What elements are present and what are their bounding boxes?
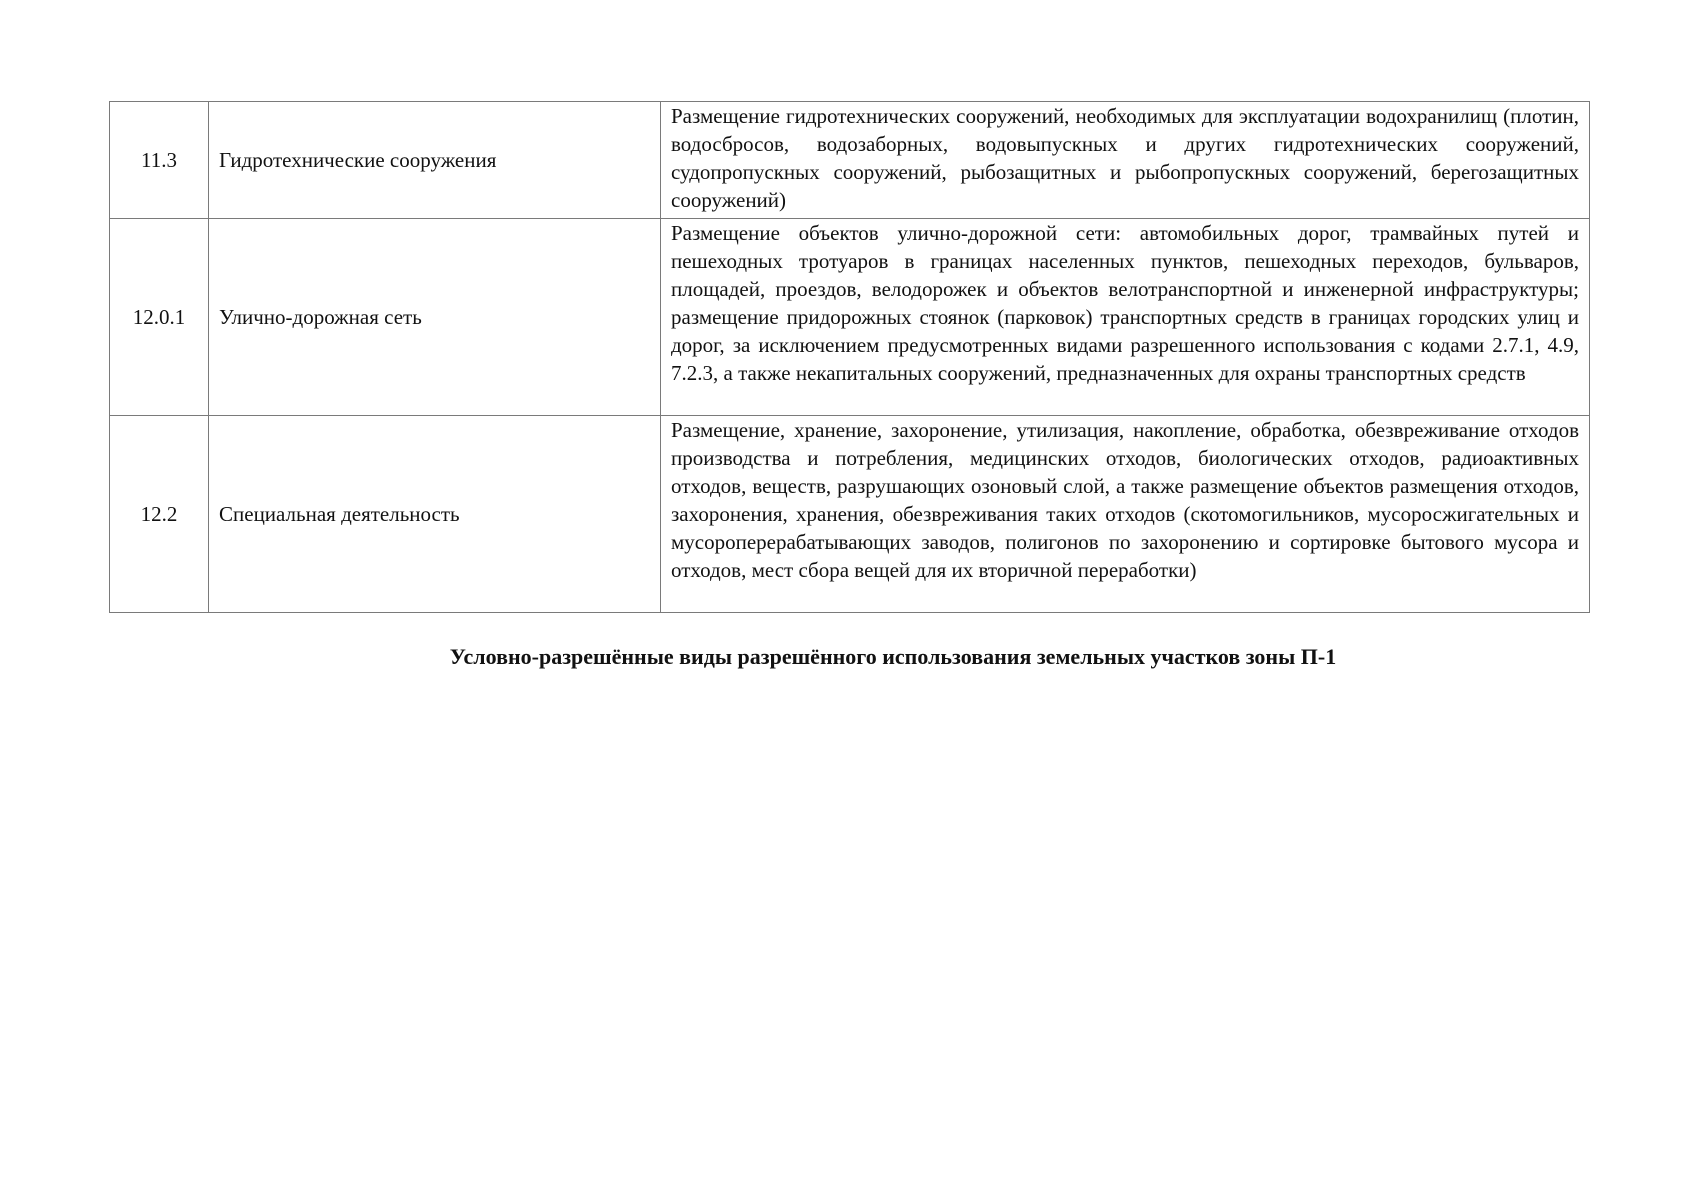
section-heading: Условно-разрешённые виды разрешённого использования земельных участков зоны П-1 — [449, 644, 1337, 669]
use-description-cell: Размещение гидротехнических сооружений, необходимых для эксплуатации водохранилищ (плотин, водосбросов, водозаборных, водовыпускных и других гидротехнических сооружений, судопропускных сооружений, рыбозащитных и рыбопропускных сооружений, берегозащитных сооружений) — [661, 102, 1590, 219]
use-name-cell: Гидротехнические сооружения — [209, 102, 661, 219]
use-code-cell: 12.2 — [110, 416, 209, 613]
use-description-cell: Размещение объектов улично-дорожной сети: автомобильных дорог, трамвайных путей и пешеходных тротуаров в границах населенных пунктов, пешеходных переходов, бульваров, площадей, проездов, велодорожек и объектов велотранспортной и инженерной инфраструктуры; размещение придорожных стоянок (парковок) транспортных средств в границах городских улиц и дорог, за исключением предусмотренных видами разрешенного использования с кодами 2.7.1, 4.9, 7.2.3, а также некапитальных сооружений, предназначенных для охраны транспортных средств — [661, 219, 1590, 416]
use-name-cell: Улично-дорожная сеть — [209, 219, 661, 416]
use-description-cell: Размещение, хранение, захоронение, утилизация, накопление, обработка, обезвреживание отходов производства и потребления, медицинских отходов, биологических отходов, радиоактивных отходов, веществ, разрушающих озоновый слой, а также размещение объектов размещения отходов, захоронения, хранения, обезвреживания таких отходов (скотомогильников, мусоросжигательных и мусороперерабатывающих заводов, полигонов по захоронению и сортировке бытового мусора и отходов, мест сбора вещей для их вторичной переработки) — [661, 416, 1590, 613]
table-row — [110, 219, 1590, 416]
land-use-table — [109, 101, 1590, 613]
table-row — [110, 102, 1590, 219]
use-code-cell: 12.0.1 — [110, 219, 209, 416]
table-row — [110, 416, 1590, 613]
use-name-cell: Специальная деятельность — [209, 416, 661, 613]
use-code-cell: 11.3 — [110, 102, 209, 219]
